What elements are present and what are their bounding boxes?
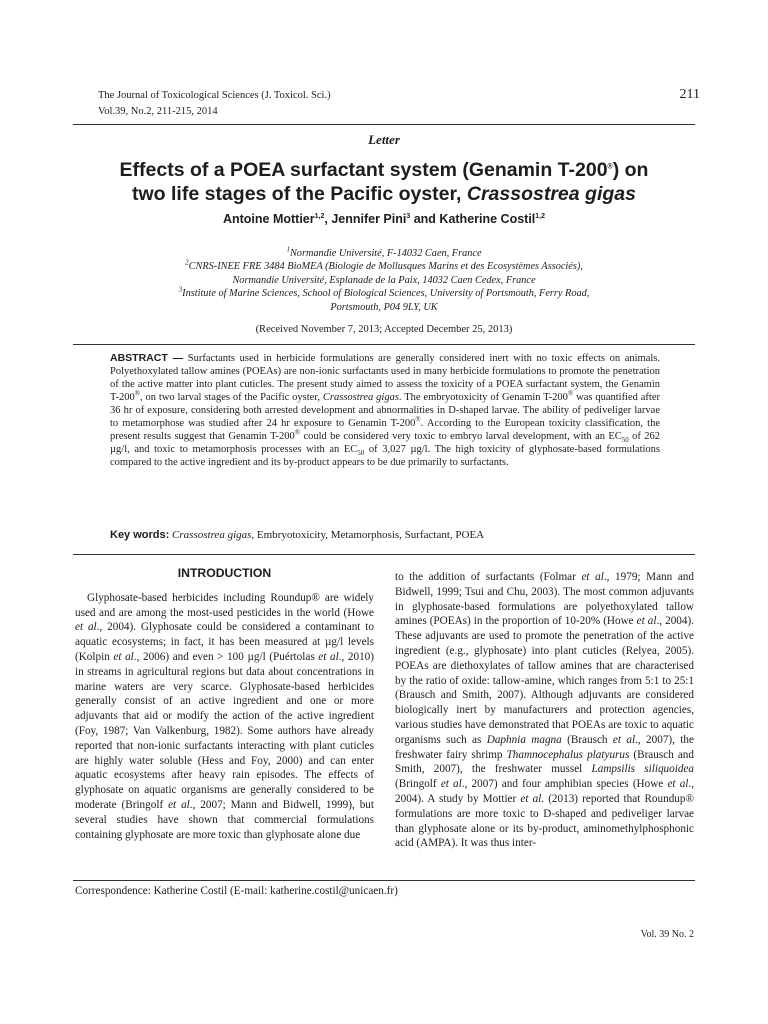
footer-volume: Vol. 39 No. 2 — [640, 929, 694, 940]
page-number: 211 — [679, 87, 700, 102]
author-list: Antoine Mottier$^{1,2}$, Jennifer Pini$^3$ and Katherine Costil$^{1,2}$ — [222, 212, 546, 226]
section-heading: INTRODUCTION — [177, 566, 272, 580]
header-rule — [73, 124, 695, 125]
abstract-label: ABSTRACT — — [110, 352, 184, 364]
article-title: Effects of a POEA surfactant system (Genamin T-200®) on two life stages of the Pacific oyster, Crassostrea gigas — [119, 159, 649, 205]
abstract-top-rule — [73, 344, 695, 345]
keywords: Key words: Crassostrea gigas, Embryotoxicity, Metamorphosis, Surfactant, POEA — [110, 529, 485, 541]
paragraph: to the addition of surfactants (Folmar et al., 1979; Mann and Bidwell, 1999; Tsui and Chu, 2003). The most common adjuvants in glyphosate-based formulations are polyethoxylated tallow amines (POEAs) in the proportion of 10-20% (Howe et al., 2004). These adjuvants are used to promote the penetration of the active ingredient (e.g., glyphosate) into plant cuticles (Relyea, 2005). POEAs are diethoxylates of tallow amines that are characterised by the ratio of oxide: tallow-amine, which ranges from 5:1 to 25:1 (Brausch and Smith, 2007). Although adjuvants are considered biologically inert by manufacturers and protection agencies, various studies have demonstrated that POEAs are toxic to aquatic organisms such as Daphnia magna (Brausch et al., 2007), the freshwater fairy shrimp Thamnocephalus platyurus (Brausch and Smith, 2007), the freshwater mussel Lampsilis siliquoidea (Bringolf et al., 2007) and four amphibian species (Howe et al., 2004). A study by Mottier et al. (2013) reported that Roundup® formulations are more toxic to D-shaped and pediveliger larvae than glyphosate alone or its by-product, aminomethylphosphonic acid (AMPA). It was thus inter- — [395, 571, 694, 850]
journal-volume: Vol.39, No.2, 211-215, 2014 — [98, 106, 218, 117]
left-column — [75, 566, 374, 842]
right-column — [395, 570, 694, 851]
footnote-rule — [73, 880, 695, 881]
received-dates: (Received November 7, 2013; Accepted December 25, 2013) — [255, 324, 513, 335]
correspondence: Correspondence: Katherine Costil (E-mail: katherine.costil@unicaen.fr) — [75, 885, 398, 897]
keywords-bottom-rule — [73, 554, 695, 555]
journal-name: The Journal of Toxicological Sciences (J. Toxicol. Sci.) — [98, 90, 331, 101]
abstract: ABSTRACT — Surfactants used in herbicide formulations are generally considered inert with no toxic effects on animals. Polyethoxylated tallow amines (POEAs) are non-ionic surfactants used in many herbicide formulations to promote the penetration of the active matter into plant cuticles. The present study aimed to assess the toxicity of a POEA surfactant system, the Genamin T-200®, on two larval stages of the Pacific oyster, Crassostrea gigas. The embryotoxicity of Genamin T-200® was quantified after 36 hr of exposure, considering both arrested development and abnormalities in D-shaped larvae. The ability of pediveliger larvae to metamorphose was studied after 24 hr exposure to Genamin T-200®. According to the European toxicity classification, the present results suggest that Genamin T-200® could be considered very toxic to embryo larval development, with an $EC_{50}$ of 262 µg/l, and toxic to metamorphosis processes with an $EC_{50}$ of 3,027 µg/l. The high toxicity of glyphosate-based formulations compared to the active ingredient and its by-product appears to be due primarily to surfactants. — [110, 352, 660, 468]
affiliations: $^1$Normandie Université, F-14032 Caen, France $^2$CNRS-INEE FRE 3484 BioMEA (Biologie de Mollusques Marins et des Ecosystèmes Associés), Normandie Université, Esplanade de la Paix, 14032 Caen Cedex, France $^3$Institute of Marine Sciences, School of Biological Sciences, University of Portsmouth, Ferry Road, Portsmouth, P04 9LY, UK — [178, 245, 590, 313]
journal-header — [98, 88, 331, 120]
article-type: Letter — [368, 132, 400, 147]
paragraph: Glyphosate-based herbicides including Roundup® are widely used and are among the most-used pesticides in the world (Howe et al., 2004). Glyphosate could be considered a contaminant to aquatic ecosystems; in fact, it has been measured at µg/l levels (Kolpin et al., 2006) and even > 100 µg/l (Puértolas et al., 2010) in streams in agricultural regions but data about concentrations in marine waters are very scarce. Glyphosate-based herbicides generally consist of an active ingredient and one or more adjuvants that aid or modify the action of the active ingredient (Foy, 1987; Van Valkenburg, 1982). Some authors have already reported that non-ionic surfactants interacting with plant cuticles are highly water soluble (Hess and Foy, 2000) and can enter aquatic ecosystems after heavy rain episodes. The effects of glyphosate on aquatic organisms are generally considered to be moderate (Bringolf et al., 2007; Mann and Bidwell, 1999), but several studies have shown that commercial formulations containing glyphosate are more toxic than glyphosate alone due — [75, 591, 374, 841]
